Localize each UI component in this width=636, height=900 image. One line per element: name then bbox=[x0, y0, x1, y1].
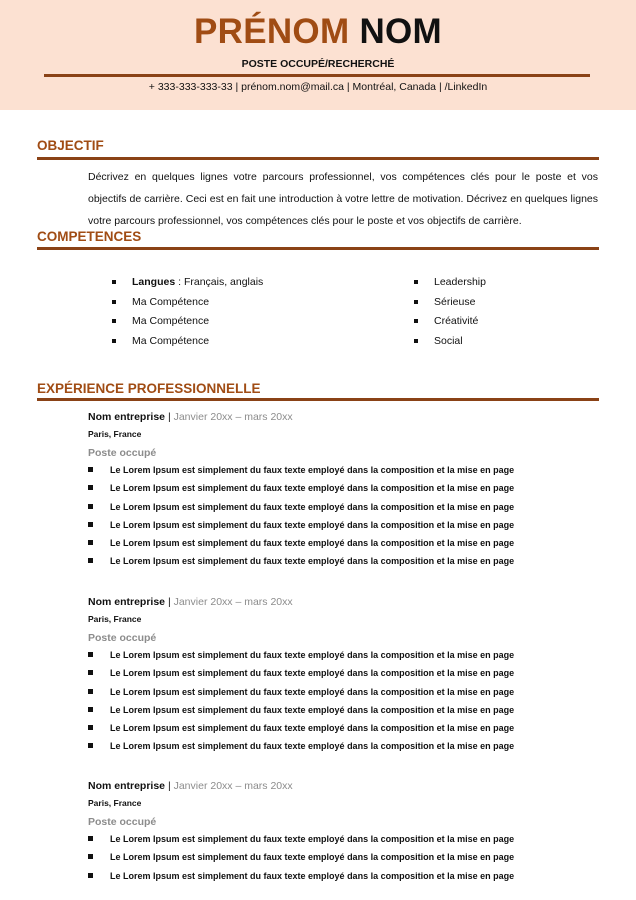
duty-item: Le Lorem Ipsum est simplement du faux texte employé dans la composition et la mise en page bbox=[88, 667, 608, 685]
duty-item: Le Lorem Ipsum est simplement du faux texte employé dans la composition et la mise en page bbox=[88, 740, 608, 758]
skills-left-list bbox=[112, 273, 263, 352]
separator: | bbox=[165, 596, 174, 608]
skill-item: Ma Compétence bbox=[112, 332, 263, 352]
duty-item: Le Lorem Ipsum est simplement du faux texte employé dans la composition et la mise en page bbox=[88, 501, 608, 519]
duty-item: Le Lorem Ipsum est simplement du faux texte employé dans la composition et la mise en page bbox=[88, 464, 608, 482]
header-banner bbox=[0, 0, 636, 110]
company-line bbox=[88, 410, 608, 428]
job-position: Poste occupé bbox=[88, 816, 157, 828]
contact-line: + 333-333-333-33 | prénom.nom@mail.ca | Montréal, Canada | /LinkedIn bbox=[148, 81, 488, 93]
duty-item: Le Lorem Ipsum est simplement du faux texte employé dans la composition et la mise en page bbox=[88, 537, 608, 555]
duty-item: Le Lorem Ipsum est simplement du faux texte employé dans la composition et la mise en page bbox=[88, 833, 608, 851]
skills-heading: COMPETENCES bbox=[37, 229, 142, 244]
company-name: Nom entreprise bbox=[88, 596, 166, 608]
objective-text: Décrivez en quelques lignes votre parcours professionnel, vos compétences clés pour le poste et vos objectifs de carrière. Ceci est en fait une introduction à votre lettre de motivation. Décrivez en quelques lignes votre parcours professionnel, vos compétences clés pour le poste et vos objectifs de carrière. bbox=[88, 171, 598, 227]
company-line bbox=[88, 779, 608, 797]
skill-item: Social bbox=[414, 332, 486, 352]
company-name: Nom entreprise bbox=[88, 780, 166, 792]
skill-item: Leadership bbox=[414, 273, 486, 293]
job-position: Poste occupé bbox=[88, 632, 157, 644]
company-name: Nom entreprise bbox=[88, 411, 166, 423]
separator: | bbox=[165, 411, 174, 423]
duty-item: Le Lorem Ipsum est simplement du faux texte employé dans la composition et la mise en page bbox=[88, 649, 608, 667]
duty-item: Le Lorem Ipsum est simplement du faux texte employé dans la composition et la mise en page bbox=[88, 482, 608, 500]
languages-value: : Français, anglais bbox=[175, 276, 264, 288]
duty-list bbox=[88, 833, 608, 888]
skill-item: Créativité bbox=[414, 312, 486, 332]
job-dates: Janvier 20xx – mars 20xx bbox=[173, 411, 293, 423]
company-line bbox=[88, 595, 608, 613]
job-title: POSTE OCCUPÉ/RECHERCHÉ bbox=[241, 58, 395, 70]
job-dates: Janvier 20xx – mars 20xx bbox=[173, 780, 293, 792]
skills-divider bbox=[37, 247, 599, 250]
job-location: Paris, France bbox=[88, 798, 142, 808]
skill-languages bbox=[112, 273, 263, 293]
objective-heading: OBJECTIF bbox=[37, 138, 104, 153]
duty-item: Le Lorem Ipsum est simplement du faux texte employé dans la composition et la mise en page bbox=[88, 686, 608, 704]
objective-divider bbox=[37, 157, 599, 160]
candidate-name bbox=[0, 10, 636, 54]
job-position: Poste occupé bbox=[88, 447, 157, 459]
experience-entry bbox=[88, 595, 608, 759]
duty-item: Le Lorem Ipsum est simplement du faux texte employé dans la composition et la mise en page bbox=[88, 519, 608, 537]
job-location: Paris, France bbox=[88, 614, 142, 624]
duty-list bbox=[88, 464, 608, 574]
skill-item: Ma Compétence bbox=[112, 312, 263, 332]
duty-item: Le Lorem Ipsum est simplement du faux texte employé dans la composition et la mise en page bbox=[88, 555, 608, 573]
header-divider bbox=[44, 74, 590, 77]
experience-divider bbox=[37, 398, 599, 401]
last-name: NOM bbox=[359, 12, 442, 51]
first-name: PRÉNOM bbox=[193, 12, 350, 51]
job-location: Paris, France bbox=[88, 429, 142, 439]
experience-entry bbox=[88, 779, 608, 888]
job-dates: Janvier 20xx – mars 20xx bbox=[173, 596, 293, 608]
duty-list bbox=[88, 649, 608, 759]
duty-item: Le Lorem Ipsum est simplement du faux texte employé dans la composition et la mise en page bbox=[88, 722, 608, 740]
separator: | bbox=[165, 780, 174, 792]
skills-right-list bbox=[414, 273, 486, 352]
duty-item: Le Lorem Ipsum est simplement du faux texte employé dans la composition et la mise en page bbox=[88, 851, 608, 869]
experience-entry bbox=[88, 410, 608, 574]
skill-item: Sérieuse bbox=[414, 293, 486, 313]
languages-label: Langues bbox=[132, 276, 176, 288]
duty-item: Le Lorem Ipsum est simplement du faux texte employé dans la composition et la mise en page bbox=[88, 870, 608, 888]
skill-item: Ma Compétence bbox=[112, 293, 263, 313]
duty-item: Le Lorem Ipsum est simplement du faux texte employé dans la composition et la mise en page bbox=[88, 704, 608, 722]
experience-heading: EXPÉRIENCE PROFESSIONNELLE bbox=[37, 381, 261, 396]
